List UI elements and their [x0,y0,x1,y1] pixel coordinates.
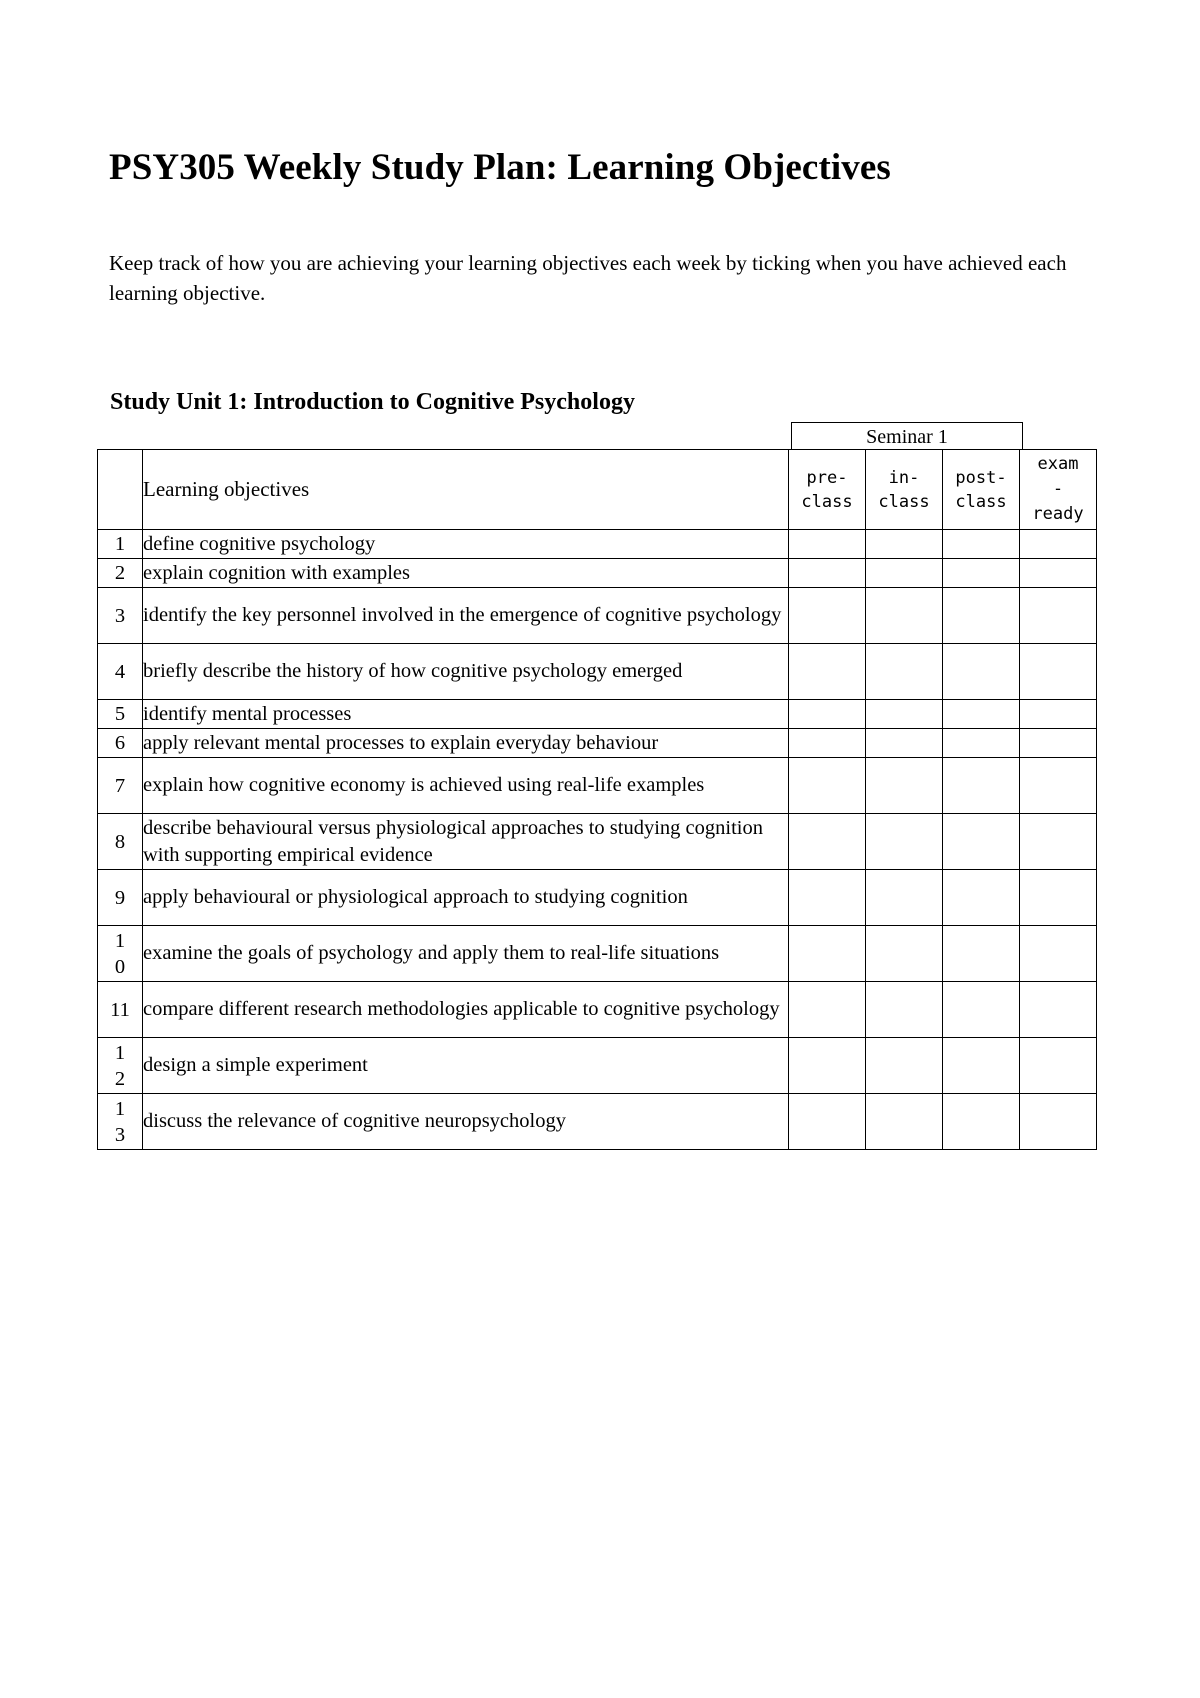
unit-title: Study Unit 1: Introduction to Cognitive Psychology [110,389,635,415]
table-row [98,530,1097,559]
post-class-tick-cell[interactable] [943,758,1020,814]
exam-ready-header: exam - ready [1020,450,1097,530]
table-row [98,758,1097,814]
pre-class-tick-cell[interactable] [789,758,866,814]
objective-number: 4 [98,644,143,700]
in-class-tick-cell[interactable] [866,1038,943,1094]
objective-text: define cognitive psychology [143,530,789,559]
pre-class-tick-cell[interactable] [789,530,866,559]
objective-text: identify the key personnel involved in the emergence of cognitive psychology [143,588,789,644]
post-class-tick-cell[interactable] [943,982,1020,1038]
post-class-tick-cell[interactable] [943,530,1020,559]
table-row [98,1094,1097,1150]
pre-class-tick-cell[interactable] [789,644,866,700]
table-row [98,700,1097,729]
post-class-header: post- class [943,450,1020,530]
objective-number: 1 0 [98,926,143,982]
pre-class-tick-cell[interactable] [789,700,866,729]
in-class-header: in- class [866,450,943,530]
objective-number: 1 [98,530,143,559]
pre-class-tick-cell[interactable] [789,588,866,644]
table-row [98,588,1097,644]
exam-ready-tick-cell[interactable] [1020,700,1097,729]
objective-number: 7 [98,758,143,814]
objective-text: design a simple experiment [143,1038,789,1094]
exam-ready-tick-cell[interactable] [1020,814,1097,870]
post-class-tick-cell[interactable] [943,559,1020,588]
post-class-tick-cell[interactable] [943,926,1020,982]
post-class-tick-cell[interactable] [943,588,1020,644]
objective-number: 6 [98,729,143,758]
pre-class-tick-cell[interactable] [789,814,866,870]
objective-text: apply relevant mental processes to explain everyday behaviour [143,729,789,758]
post-class-tick-cell[interactable] [943,814,1020,870]
exam-ready-tick-cell[interactable] [1020,729,1097,758]
pre-class-tick-cell[interactable] [789,870,866,926]
in-class-tick-cell[interactable] [866,559,943,588]
in-class-tick-cell[interactable] [866,758,943,814]
table-row [98,814,1097,870]
pre-class-tick-cell[interactable] [789,1038,866,1094]
objective-number: 8 [98,814,143,870]
exam-ready-tick-cell[interactable] [1020,1094,1097,1150]
pre-class-header: pre- class [789,450,866,530]
objectives-table [97,449,1097,1150]
exam-ready-tick-cell[interactable] [1020,644,1097,700]
objective-text: examine the goals of psychology and apply them to real-life situations [143,926,789,982]
objective-text: describe behavioural versus physiological approaches to studying cognition with supporting empirical evidence [143,814,789,870]
pre-class-tick-cell[interactable] [789,1094,866,1150]
in-class-tick-cell[interactable] [866,926,943,982]
objective-number: 9 [98,870,143,926]
exam-ready-tick-cell[interactable] [1020,530,1097,559]
in-class-tick-cell[interactable] [866,814,943,870]
exam-ready-tick-cell[interactable] [1020,1038,1097,1094]
objective-number: 1 2 [98,1038,143,1094]
objective-text: compare different research methodologies applicable to cognitive psychology [143,982,789,1038]
exam-ready-tick-cell[interactable] [1020,588,1097,644]
objective-text: explain how cognitive economy is achieved using real-life examples [143,758,789,814]
in-class-tick-cell[interactable] [866,588,943,644]
table-row [98,644,1097,700]
objective-number: 1 3 [98,1094,143,1150]
objective-number: 5 [98,700,143,729]
in-class-tick-cell[interactable] [866,1094,943,1150]
post-class-tick-cell[interactable] [943,870,1020,926]
post-class-tick-cell[interactable] [943,1038,1020,1094]
objective-text: identify mental processes [143,700,789,729]
in-class-tick-cell[interactable] [866,700,943,729]
in-class-tick-cell[interactable] [866,870,943,926]
page-title: PSY305 Weekly Study Plan: Learning Objectives [109,147,891,188]
table-row [98,559,1097,588]
exam-ready-tick-cell[interactable] [1020,870,1097,926]
post-class-tick-cell[interactable] [943,700,1020,729]
number-header [98,450,143,530]
intro-text: Keep track of how you are achieving your learning objectives each week by ticking when you have achieved each learning objective. [109,251,1067,305]
objective-text: explain cognition with examples [143,559,789,588]
table-row [98,870,1097,926]
post-class-tick-cell[interactable] [943,729,1020,758]
exam-ready-tick-cell[interactable] [1020,559,1097,588]
table-row [98,982,1097,1038]
objectives-header: Learning objectives [143,450,789,530]
objective-number: 11 [98,982,143,1038]
objective-text: briefly describe the history of how cognitive psychology emerged [143,644,789,700]
in-class-tick-cell[interactable] [866,982,943,1038]
objective-number: 3 [98,588,143,644]
objective-text: discuss the relevance of cognitive neuropsychology [143,1094,789,1150]
pre-class-tick-cell[interactable] [789,982,866,1038]
pre-class-tick-cell[interactable] [789,926,866,982]
in-class-tick-cell[interactable] [866,729,943,758]
seminar-header: Seminar 1 [791,422,1023,450]
table-header-row [98,450,1097,530]
table-row [98,1038,1097,1094]
in-class-tick-cell[interactable] [866,644,943,700]
pre-class-tick-cell[interactable] [789,559,866,588]
post-class-tick-cell[interactable] [943,1094,1020,1150]
exam-ready-tick-cell[interactable] [1020,926,1097,982]
exam-ready-tick-cell[interactable] [1020,982,1097,1038]
table-row [98,729,1097,758]
exam-ready-tick-cell[interactable] [1020,758,1097,814]
table-row [98,926,1097,982]
post-class-tick-cell[interactable] [943,644,1020,700]
pre-class-tick-cell[interactable] [789,729,866,758]
objective-number: 2 [98,559,143,588]
in-class-tick-cell[interactable] [866,530,943,559]
objective-text: apply behavioural or physiological approach to studying cognition [143,870,789,926]
